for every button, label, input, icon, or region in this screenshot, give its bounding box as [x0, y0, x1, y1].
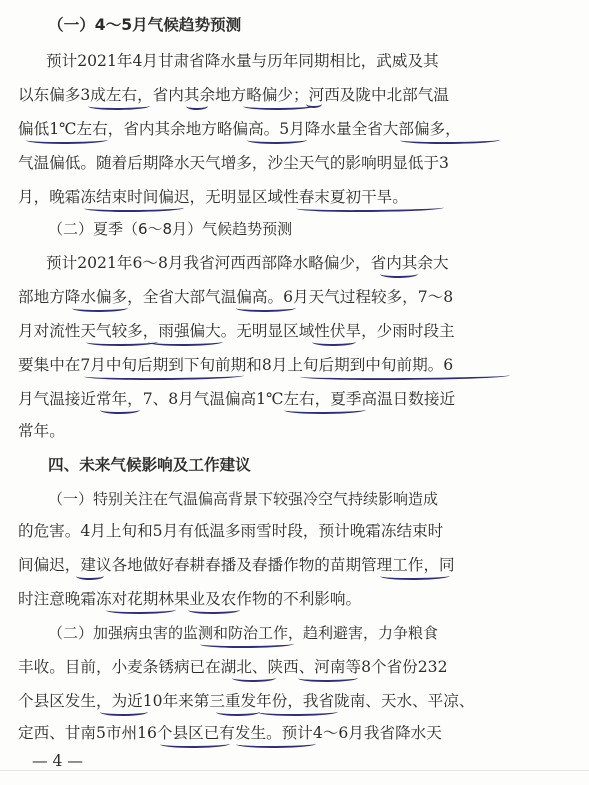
pen-underline-27	[100, 708, 148, 716]
pen-underline-4	[306, 100, 322, 108]
text-line-1: （一）4～5月气候趋势预测	[48, 16, 242, 34]
text-line-18: 时注意晚霜冻对花期林果业及农作物的不利影响。	[18, 590, 362, 608]
text-line-3: 以东偏多3成左右，省内其余地方略偏少；河西及陇中北部气温	[18, 86, 449, 104]
pen-underline-30	[160, 740, 230, 748]
pen-underline-3	[243, 102, 315, 111]
pen-underline-15	[312, 338, 356, 346]
text-line-5: 气温偏低。随着后期降水天气增多，沙尘天气的影响明显低于3	[18, 154, 449, 172]
text-line-13: 常年。	[18, 422, 65, 440]
pen-underline-8	[84, 204, 184, 213]
text-line-4: 偏低1℃左右，省内其余地方略偏高。5月降水量全省大部偏多，	[18, 120, 461, 138]
pen-underline-14	[148, 338, 223, 347]
pen-underline-21	[380, 572, 450, 580]
pen-underline-31	[236, 740, 316, 749]
pen-underline-25	[232, 674, 276, 682]
text-line-19: （二）加强病虫害的监测和防治工作，趋利避害，力争粮食	[48, 624, 439, 642]
text-line-21: 个县区发生，为近10年来第三重发年份，我省陇南、天水、平凉、	[18, 692, 475, 710]
pen-underline-2	[186, 102, 208, 110]
pen-underline-7	[400, 136, 500, 145]
scan-edge-divider	[0, 770, 589, 771]
pen-underline-23	[188, 606, 240, 614]
pen-underline-5	[26, 136, 108, 145]
pen-underline-11	[72, 304, 128, 312]
pen-underline-6	[247, 136, 307, 144]
text-line-6: 月，晚霜冻结束时间偏迟，无明显区域性春末夏初干旱。	[18, 188, 408, 206]
text-line-14: 四、未来气候影响及工作建议	[48, 456, 251, 474]
pen-underline-29	[258, 708, 338, 717]
pen-underline-22	[106, 606, 176, 614]
pen-underline-10	[380, 270, 418, 278]
pen-underline-20	[76, 572, 104, 580]
pen-underline-18	[100, 406, 140, 414]
pen-underline-24	[200, 640, 294, 649]
pen-underline-26	[298, 674, 358, 682]
text-line-12: 月气温接近常年，7、8月气温偏高1℃左右，夏季高温日数接近	[18, 390, 456, 408]
pen-underline-17	[300, 371, 510, 380]
pen-underline-1	[88, 102, 150, 110]
text-line-16: 的危害。4月上旬和5月有低温多雨雪时段，预计晚霜冻结束时	[18, 522, 444, 540]
text-line-17: 间偏迟，建议各地做好春耕春播及春播作物的苗期管理工作，同	[18, 556, 455, 574]
pen-underline-12	[236, 304, 296, 312]
text-line-9: 部地方降水偏多，全省大部气温偏高。6月天气过程较多，7～8	[18, 288, 454, 306]
pen-underline-16	[84, 371, 244, 380]
text-line-11: 要集中在7月中旬后期到下旬前期和8月上旬后期到中旬前期。6	[18, 356, 454, 374]
text-line-15: （一）特别关注在气温偏高背景下较强冷空气持续影响造成	[48, 490, 439, 508]
text-line-10: 月对流性天气较多，雨强偏大。无明显区域性伏旱，少雨时段主	[18, 322, 455, 340]
pen-underline-9	[296, 203, 444, 212]
page-number: — 4 —	[32, 752, 84, 770]
text-line-7: （二）夏季（6～8月）气候趋势预测	[48, 220, 293, 238]
text-line-2: 预计2021年4月甘肃省降水量与历年同期相比，武威及其	[46, 52, 439, 70]
pen-underline-19	[284, 406, 366, 415]
pen-underline-28	[216, 708, 260, 716]
text-line-8: 预计2021年6～8月我省河西西部降水略偏少，省内其余大	[46, 254, 449, 272]
text-line-20: 丰收。目前，小麦条锈病已在湖北、陕西、河南等8个省份232	[18, 658, 448, 676]
text-line-22: 定西、甘南5市州16个县区已有发生。预计4～6月我省降水天	[18, 724, 442, 742]
